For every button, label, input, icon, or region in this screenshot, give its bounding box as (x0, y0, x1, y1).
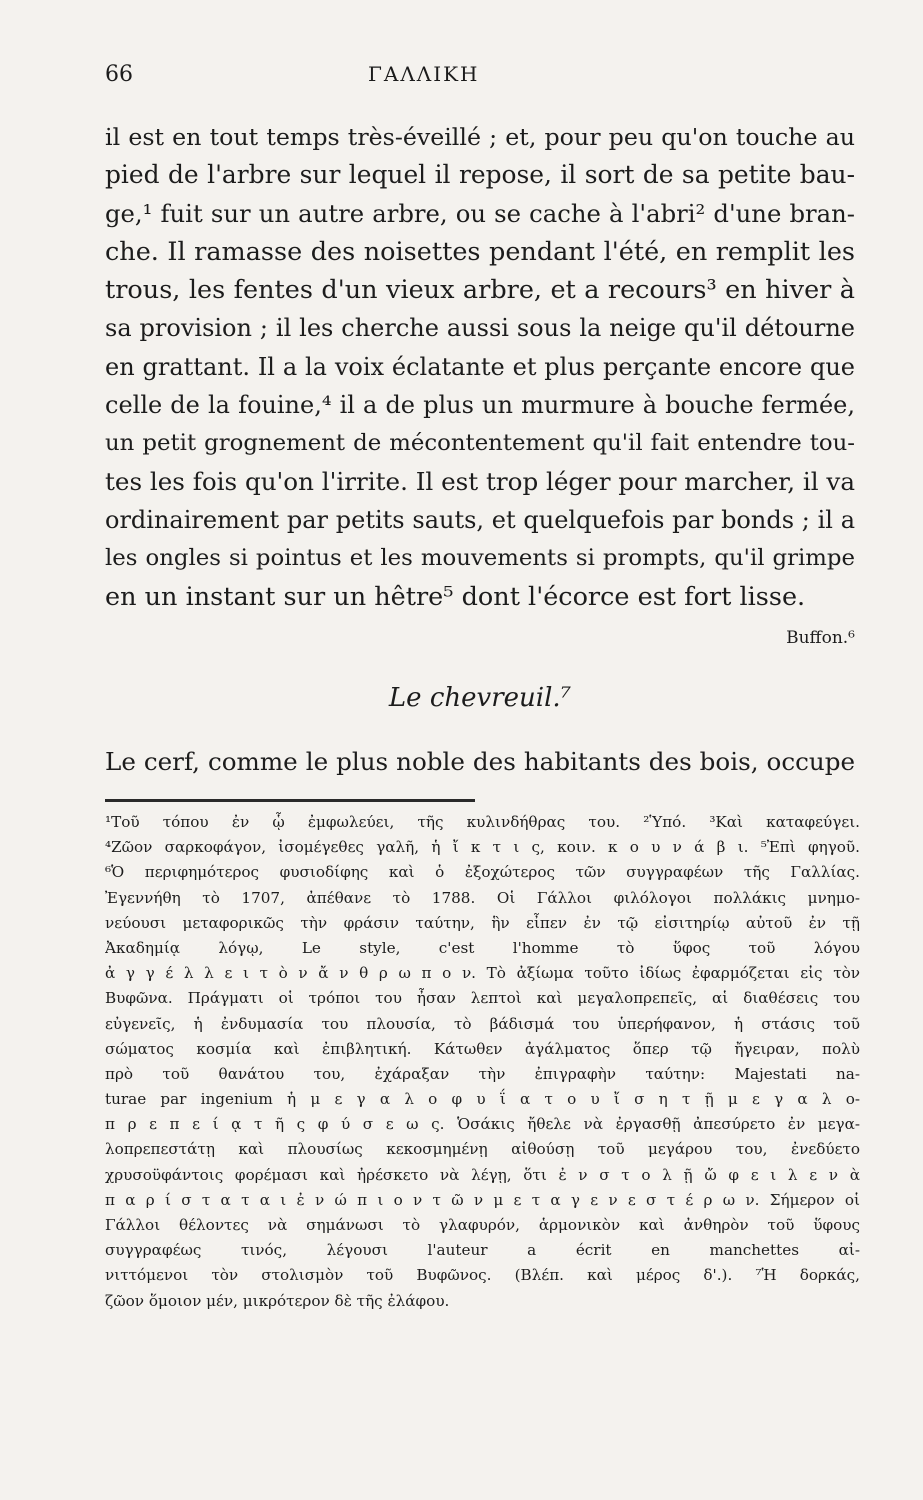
footnote-line: Ἐγεννήθη τὸ 1707, ἀπέθανε τὸ 1788. Οἱ Γάλλοι φιλόλογοι πολλάκις μνημο- (105, 888, 860, 907)
text-line: en grattant. Il a la voix éclatante et plus perçante encore que (105, 352, 855, 381)
footnote-line: λοπρεπεστάτῃ καὶ πλουσίως κεκοσμημένῃ αἰθούσῃ τοῦ μεγάρου του, ἐνεδύετο (105, 1140, 860, 1159)
footnote-line: ⁴Ζῶον σαρκοφάγον, ἰσομέγεθες γαλῆ, ἡ ἴ κ τ ι ς, κοιν. κ ο υ ν ά β ι. ⁵Ἐπὶ φηγοῦ. (105, 838, 860, 857)
footnote-line: σώματος κοσμία καὶ ἐπιβλητική. Κάτωθεν ἀγάλματος ὅπερ τῷ ἤγειραν, πολὺ (105, 1039, 860, 1058)
text-line: ordinairement par petits sauts, et quelquefois par bonds ; il a (105, 505, 855, 534)
footnote-line: ⁶Ὁ περιφημότερος φυσιοδίφης καὶ ὁ ἐξοχώτερος τῶν συγγραφέων τῆς Γαλλίας. (105, 863, 860, 882)
text-line: les ongles si pointus et les mouvements si prompts, qu'il grimpe (105, 545, 855, 572)
text-line: che. Il ramasse des noisettes pendant l'été, en remplit les (105, 236, 855, 267)
footnote-line: π ρ ε π ε ί ᾳ τ ῆ ς φ ύ σ ε ω ς. Ὁσάκις ἤθελε νὰ ἐργασθῇ ἀπεσύρετο ἐν μεγα- (105, 1115, 860, 1134)
footnote-line: π α ρ ί σ τ α τ α ι ἐ ν ώ π ι ο ν τ ῶ ν μ ε τ α γ ε ν ε σ τ έ ρ ω ν. Σήμερον οἱ (105, 1190, 860, 1209)
footnote-divider (105, 799, 475, 802)
footnote-line: ¹Τοῦ τόπου ἐν ᾧ ἐμφωλεύει, τῆς κυλινδήθρας του. ²Ὑπό. ³Καὶ καταφεύγει. (105, 813, 860, 831)
text-line: il est en tout temps très-éveillé ; et, pour peu qu'on touche au (105, 123, 855, 151)
footnote-line: Ἀκαδημίᾳ λόγῳ, Le style, c'est l'homme τὸ ὕφος τοῦ λόγου (105, 938, 860, 957)
footnote-line: Βυφῶνα. Πράγματι οἱ τρόποι του ἦσαν λεπτοὶ καὶ μεγαλοπρεπεῖς, αἱ διαθέσεις του (105, 989, 860, 1008)
footnote-line: turae par ingenium ἡ μ ε γ α λ ο φ υ ΐ α τ ο υ ἴ σ η τ ῇ μ ε γ α λ ο- (105, 1090, 860, 1109)
main-text (105, 118, 855, 616)
text-line: un petit grognement de mécontentement qu'il fait entendre tou- (105, 430, 855, 457)
footnote-line: ἀ γ γ έ λ λ ε ι τ ὸ ν ἄ ν θ ρ ω π ο ν. Τὸ ἀξίωμα τοῦτο ἰδίως ἐφαρμόζεται εἰς τὸν (105, 964, 860, 983)
page-number: 66 (105, 62, 133, 87)
footnote-line: εὐγενεῖς, ἡ ἐνδυμασία του πλουσία, τὸ βάδισμά του ὑπερήφανον, ἡ στάσις τοῦ (105, 1014, 860, 1033)
text-line: tes les fois qu'on l'irrite. Il est trop léger pour marcher, il va (105, 466, 855, 496)
footnote-line: χρυσοϋφάντοις φορέμασι καὶ ἠρέσκετο νὰ λέγῃ, ὅτι ἐ ν σ τ ο λ ῇ ὤ φ ε ι λ ε ν ὰ (105, 1165, 860, 1184)
footnotes (105, 810, 860, 1314)
text-line: en un instant sur un hêtre⁵ dont l'écorce est fort lisse. (105, 581, 806, 612)
text-line: trous, les fentes d'un vieux arbre, et a recours³ en hiver à (105, 275, 855, 306)
footnote-line: νιττόμενοι τὸν στολισμὸν τοῦ Βυφῶνος. (Βλέπ. καὶ μέρος δ'.). ⁷Ἡ δορκάς, (105, 1266, 860, 1285)
text-line: ge,¹ fuit sur un autre arbre, ou se cache à l'abri² d'une bran- (105, 198, 855, 228)
section-title: Le chevreuil.⁷ (388, 683, 572, 713)
text-line: sa provision ; il les cherche aussi sous la neige qu'il détourne (105, 314, 855, 343)
footnote-line: Γάλλοι θέλοντες νὰ σημάνωσι τὸ γλαφυρόν, ἁρμονικὸν καὶ ἀνθηρὸν τοῦ ὕφους (105, 1216, 860, 1234)
running-head: ΓΑΛΛΙΚΗ (368, 62, 480, 86)
footnote-line: ζῶον ὅμοιον μέν, μικρότερον δὲ τῆς ἐλάφου. (105, 1291, 450, 1310)
footnote-line: νεύουσι μεταφορικῶς τὴν φράσιν ταύτην, ἣν εἶπεν ἐν τῷ εἰσιτηρίῳ αὐτοῦ ἐν τῇ (105, 913, 860, 932)
author-attribution: Buffon.⁶ (786, 628, 855, 648)
footnote-line: συγγραφέως τινός, λέγουσι l'auteur a écrit en manchettes αἰ- (105, 1241, 860, 1260)
section-first-line: Le cerf, comme le plus noble des habitants des bois, occupe (105, 747, 855, 776)
text-line: celle de la fouine,⁴ il a de plus un murmure à bouche fermée, (105, 391, 855, 420)
page-header (105, 62, 855, 96)
footnote-line: πρὸ τοῦ θανάτου του, ἐχάραξαν τὴν ἐπιγραφὴν ταύτην: Majestati na- (105, 1064, 860, 1083)
text-line: pied de l'arbre sur lequel il repose, il sort de sa petite bau- (105, 160, 855, 190)
